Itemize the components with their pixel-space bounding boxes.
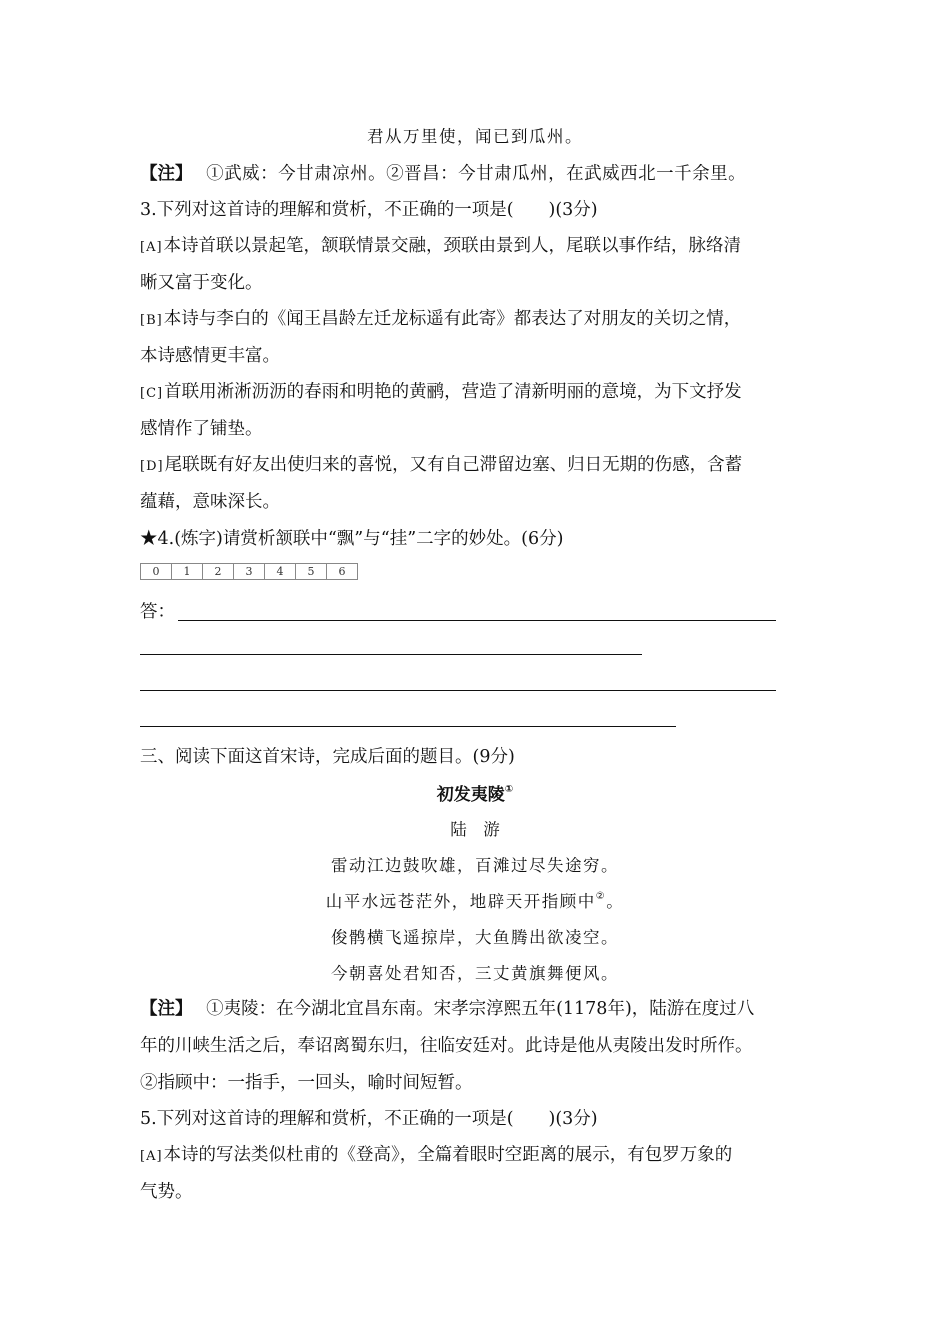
q3-option-d-line1: 尾联既有好友出使归来的喜悦，又有自己滞留边塞、归日无期的伤感，含蓄	[164, 455, 743, 475]
note1-tag: 【注】	[140, 164, 193, 184]
q3-option-c-line2: 感情作了铺垫。	[140, 419, 263, 439]
q3-stem: 3.下列对这首诗的理解和赏析，不正确的一项是( )(3分)	[140, 200, 598, 220]
score-box[interactable]: 1	[172, 564, 203, 579]
score-box[interactable]: 5	[296, 564, 327, 579]
note2-line1: ①夷陵：在今湖北宜昌东南。宋孝宗淳熙五年(1178年)，陆游在度过八	[206, 999, 755, 1019]
score-box[interactable]: 6	[338, 565, 346, 578]
q3-option-d-letter: [D]	[140, 459, 164, 474]
poem-author: 陆 游	[450, 820, 500, 839]
q3-option-b-line1: 本诗与李白的《闻王昌龄左迁龙标遥有此寄》都表达了对朋友的关切之情，	[163, 309, 742, 329]
poem-title-note: ①	[504, 784, 514, 795]
poem-line-2-end: 。	[606, 892, 625, 911]
q5-option-a-line1: 本诗的写法类似杜甫的《登高》，全篇着眼时空距离的展示，有包罗万象的	[163, 1145, 733, 1165]
q3-option-b-line2: 本诗感情更丰富。	[140, 346, 280, 366]
score-box[interactable]: 2	[203, 564, 234, 579]
poem-title-text: 初发夷陵	[436, 785, 505, 805]
answer-line-4[interactable]	[140, 726, 676, 727]
q3-option-d	[140, 453, 810, 479]
q3-option-a-line2: 晰又富于变化。	[140, 273, 263, 293]
score-box[interactable]: 4	[265, 564, 296, 579]
note1	[140, 162, 810, 186]
answer-line-3[interactable]	[140, 690, 776, 691]
score-box[interactable]: 0	[141, 564, 172, 579]
answer-line-2[interactable]	[140, 654, 642, 655]
section3-heading: 三、阅读下面这首宋诗，完成后面的题目。(9分)	[140, 747, 515, 767]
q5-option-a	[140, 1143, 810, 1169]
note2-line3: ②指顾中：一指手，一回头，喻时间短暂。	[140, 1073, 473, 1093]
poem-line-2-note: ②	[595, 891, 607, 902]
q3-option-b-letter: [B]	[140, 313, 163, 328]
note1-text: ①武威：今甘肃凉州。②晋昌：今甘肃瓜州，在武威西北一千余里。	[206, 164, 747, 184]
q3-option-b	[140, 307, 810, 333]
poem-line-1: 雷动江边鼓吹雄，百滩过尽失途穷。	[331, 856, 619, 875]
q4-stem: ★4.(炼字)请赏析颔联中“飘”与“挂”二字的妙处。(6分)	[140, 529, 564, 549]
poem1-last-line: 君从万里使，闻已到瓜州。	[367, 127, 583, 146]
q3-option-d-line2: 蕴藉，意味深长。	[140, 492, 280, 512]
answer-label: 答：	[140, 602, 175, 622]
poem-line-4: 今朝喜处君知否，三丈黄旗舞便风。	[331, 964, 619, 983]
note2	[140, 997, 810, 1021]
q3-option-c	[140, 380, 810, 406]
note2-tag: 【注】	[140, 999, 193, 1019]
poem-line-2-text: 山平水远苍茫外，地辟天开指顾中	[325, 892, 596, 911]
note2-line2: 年的川峡生活之后，奉诏离蜀东归，往临安廷对。此诗是他从夷陵出发时所作。	[140, 1036, 753, 1056]
q3-option-c-line1: 首联用淅淅沥沥的春雨和明艳的黄鹂，营造了清新明丽的意境，为下文抒发	[164, 382, 742, 402]
q3-option-c-letter: [C]	[140, 386, 164, 401]
poem-line-2	[0, 890, 950, 914]
q3-option-a-letter: [A]	[140, 240, 163, 255]
q3-option-a-line1: 本诗首联以景起笔，颔联情景交融，颈联由景到人，尾联以事作结，脉络清	[163, 236, 742, 256]
score-boxes	[140, 563, 358, 580]
answer-line-1[interactable]	[178, 620, 776, 621]
poem-line-3: 俊鹘横飞遥掠岸，大鱼腾出欲凌空。	[331, 928, 619, 947]
q3-option-a	[140, 234, 810, 260]
poem-title	[0, 783, 950, 807]
q5-option-a-letter: [A]	[140, 1149, 163, 1164]
q5-option-a-line2: 气势。	[140, 1182, 193, 1202]
q5-stem: 5.下列对这首诗的理解和赏析，不正确的一项是( )(3分)	[140, 1109, 598, 1129]
score-box[interactable]: 3	[234, 564, 265, 579]
